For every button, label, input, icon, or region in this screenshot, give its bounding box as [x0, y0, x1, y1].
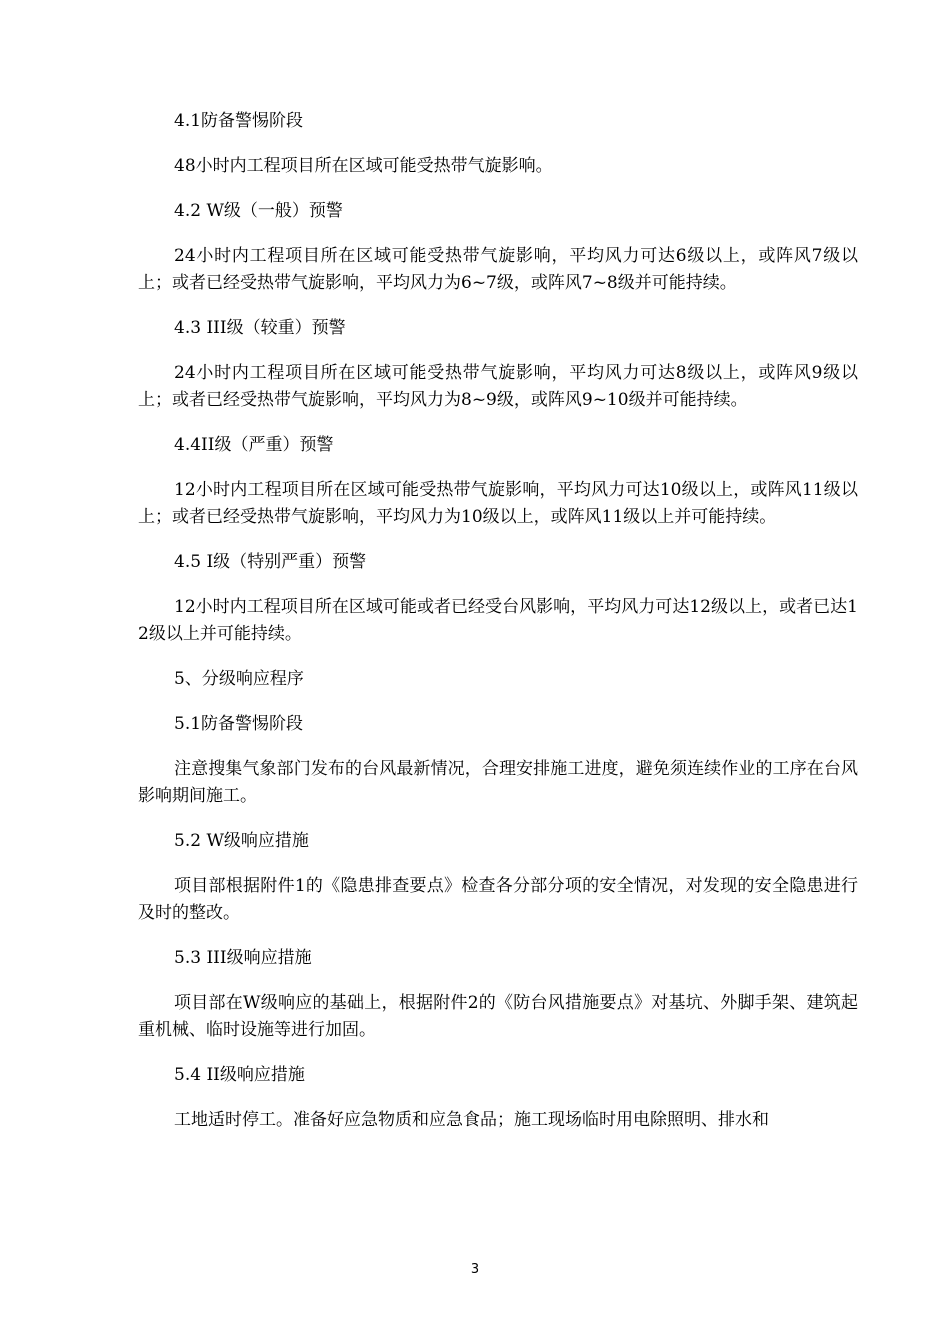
section-heading-4-4: 4.4II级（严重）预警	[174, 435, 334, 455]
paragraph-5-4: 工地适时停工。准备好应急物质和应急食品；施工现场临时用电除照明、排水和	[174, 1110, 769, 1130]
paragraph-4-4: 12小时内工程项目所在区域可能受热带气旋影响，平均风力可达10级以上，或阵风11级以上；或者已经受热带气旋影响，平均风力为10级以上，或阵风11级以上并可能持续。	[138, 480, 858, 527]
page-number: 3	[470, 1262, 480, 1277]
section-heading-5-3: 5.3 III级响应措施	[174, 948, 312, 968]
paragraph-5-2: 项目部根据附件1的《隐患排查要点》检查各分部分项的安全情况，对发现的安全隐患进行及时的整改。	[138, 876, 858, 923]
section-heading-5-4: 5.4 II级响应措施	[174, 1065, 305, 1085]
section-heading-5-2: 5.2 W级响应措施	[174, 831, 309, 851]
paragraph-4-3: 24小时内工程项目所在区域可能受热带气旋影响，平均风力可达8级以上，或阵风9级以上；或者已经受热带气旋影响，平均风力为8~9级，或阵风9~10级并可能持续。	[138, 363, 858, 410]
section-heading-4-5: 4.5 I级（特别严重）预警	[174, 552, 367, 572]
section-heading-5: 5、分级响应程序	[174, 669, 304, 689]
paragraph-5-3: 项目部在W级响应的基础上，根据附件2的《防台风措施要点》对基坑、外脚手架、建筑起重机械、临时设施等进行加固。	[138, 993, 858, 1040]
section-heading-4-2: 4.2 W级（一般）预警	[174, 201, 343, 221]
paragraph-4-1: 48小时内工程项目所在区域可能受热带气旋影响。	[174, 156, 553, 176]
section-heading-5-1: 5.1防备警惕阶段	[174, 714, 304, 734]
paragraph-4-5: 12小时内工程项目所在区域可能或者已经受台风影响，平均风力可达12级以上，或者已达12级以上并可能持续。	[138, 597, 858, 644]
paragraph-4-2: 24小时内工程项目所在区域可能受热带气旋影响，平均风力可达6级以上，或阵风7级以上；或者已经受热带气旋影响，平均风力为6~7级，或阵风7~8级并可能持续。	[138, 246, 858, 293]
section-heading-4-3: 4.3 III级（较重）预警	[174, 318, 346, 338]
document-body	[138, 108, 858, 1134]
paragraph-5-1: 注意搜集气象部门发布的台风最新情况，合理安排施工进度，避免须连续作业的工序在台风影响期间施工。	[138, 759, 858, 806]
section-heading-4-1: 4.1防备警惕阶段	[174, 111, 304, 131]
